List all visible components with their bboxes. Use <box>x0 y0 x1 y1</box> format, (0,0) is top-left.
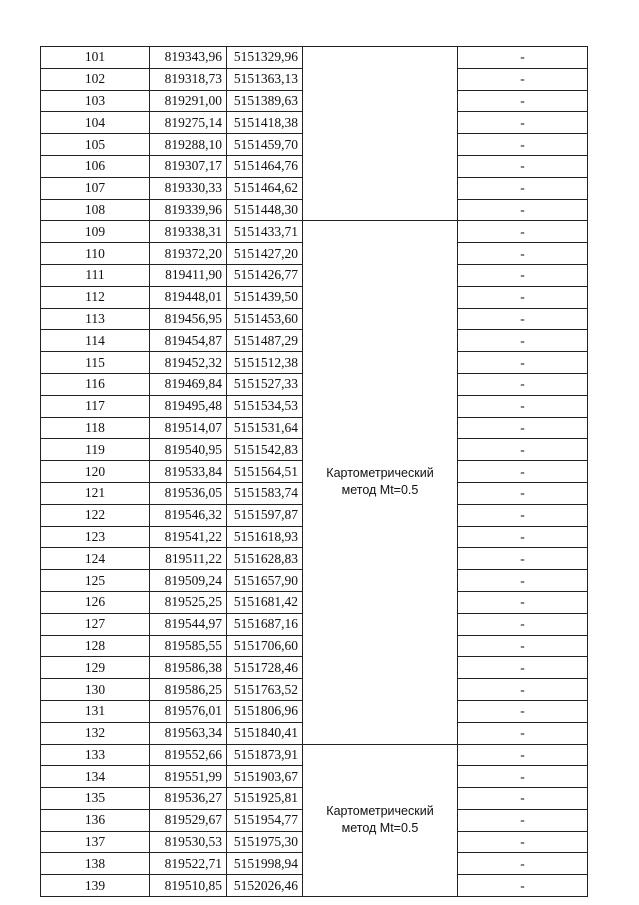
value-cell: - <box>458 221 588 243</box>
x-coordinate-cell: 819541,22 <box>150 526 227 548</box>
y-coordinate-cell: 5151728,46 <box>227 657 303 679</box>
x-coordinate-cell: 819536,05 <box>150 482 227 504</box>
y-coordinate-cell: 5151998,94 <box>227 853 303 875</box>
value-cell: - <box>458 286 588 308</box>
point-number-cell: 127 <box>41 613 150 635</box>
x-coordinate-cell: 819530,53 <box>150 831 227 853</box>
value-cell: - <box>458 199 588 221</box>
x-coordinate-cell: 819586,25 <box>150 679 227 701</box>
x-coordinate-cell: 819275,14 <box>150 112 227 134</box>
point-number-cell: 107 <box>41 177 150 199</box>
method-name: Картометрический <box>326 804 434 819</box>
x-coordinate-cell: 819576,01 <box>150 700 227 722</box>
point-number-cell: 122 <box>41 504 150 526</box>
value-cell: - <box>458 308 588 330</box>
x-coordinate-cell: 819544,97 <box>150 613 227 635</box>
x-coordinate-cell: 819529,67 <box>150 809 227 831</box>
point-number-cell: 114 <box>41 330 150 352</box>
point-number-cell: 111 <box>41 264 150 286</box>
value-cell: - <box>458 417 588 439</box>
x-coordinate-cell: 819452,32 <box>150 352 227 374</box>
x-coordinate-cell: 819522,71 <box>150 853 227 875</box>
y-coordinate-cell: 5151389,63 <box>227 90 303 112</box>
x-coordinate-cell: 819330,33 <box>150 177 227 199</box>
y-coordinate-cell: 5151657,90 <box>227 570 303 592</box>
y-coordinate-cell: 5151975,30 <box>227 831 303 853</box>
method-accuracy: метод Mt=0.5 <box>341 821 419 836</box>
point-number-cell: 139 <box>41 875 150 897</box>
point-number-cell: 119 <box>41 439 150 461</box>
y-coordinate-cell: 5151439,50 <box>227 286 303 308</box>
x-coordinate-cell: 819551,99 <box>150 766 227 788</box>
x-coordinate-cell: 819339,96 <box>150 199 227 221</box>
y-coordinate-cell: 5151618,93 <box>227 526 303 548</box>
point-number-cell: 126 <box>41 591 150 613</box>
point-number-cell: 116 <box>41 373 150 395</box>
value-cell: - <box>458 613 588 635</box>
x-coordinate-cell: 819546,32 <box>150 504 227 526</box>
table-row <box>41 221 588 243</box>
point-number-cell: 133 <box>41 744 150 766</box>
y-coordinate-cell: 5151464,62 <box>227 177 303 199</box>
value-cell: - <box>458 744 588 766</box>
x-coordinate-cell: 819454,87 <box>150 330 227 352</box>
x-coordinate-cell: 819495,48 <box>150 395 227 417</box>
y-coordinate-cell: 5151448,30 <box>227 199 303 221</box>
y-coordinate-cell: 5151329,96 <box>227 47 303 69</box>
y-coordinate-cell: 5151806,96 <box>227 700 303 722</box>
value-cell: - <box>458 47 588 69</box>
value-cell: - <box>458 853 588 875</box>
method-cell <box>303 47 458 221</box>
coordinates-table-body <box>41 47 588 897</box>
y-coordinate-cell: 5151925,81 <box>227 788 303 810</box>
x-coordinate-cell: 819511,22 <box>150 548 227 570</box>
value-cell: - <box>458 766 588 788</box>
point-number-cell: 128 <box>41 635 150 657</box>
y-coordinate-cell: 5151583,74 <box>227 482 303 504</box>
point-number-cell: 110 <box>41 243 150 265</box>
x-coordinate-cell: 819343,96 <box>150 47 227 69</box>
y-coordinate-cell: 5151597,87 <box>227 504 303 526</box>
y-coordinate-cell: 5151487,29 <box>227 330 303 352</box>
value-cell: - <box>458 635 588 657</box>
x-coordinate-cell: 819525,25 <box>150 591 227 613</box>
point-number-cell: 113 <box>41 308 150 330</box>
value-cell: - <box>458 155 588 177</box>
y-coordinate-cell: 5152026,46 <box>227 875 303 897</box>
x-coordinate-cell: 819586,38 <box>150 657 227 679</box>
value-cell: - <box>458 526 588 548</box>
x-coordinate-cell: 819514,07 <box>150 417 227 439</box>
x-coordinate-cell: 819563,34 <box>150 722 227 744</box>
y-coordinate-cell: 5151628,83 <box>227 548 303 570</box>
y-coordinate-cell: 5151427,20 <box>227 243 303 265</box>
point-number-cell: 125 <box>41 570 150 592</box>
value-cell: - <box>458 482 588 504</box>
point-number-cell: 120 <box>41 461 150 483</box>
y-coordinate-cell: 5151527,33 <box>227 373 303 395</box>
x-coordinate-cell: 819540,95 <box>150 439 227 461</box>
point-number-cell: 124 <box>41 548 150 570</box>
point-number-cell: 104 <box>41 112 150 134</box>
value-cell: - <box>458 373 588 395</box>
x-coordinate-cell: 819372,20 <box>150 243 227 265</box>
value-cell: - <box>458 548 588 570</box>
value-cell: - <box>458 68 588 90</box>
point-number-cell: 138 <box>41 853 150 875</box>
value-cell: - <box>458 570 588 592</box>
point-number-cell: 103 <box>41 90 150 112</box>
point-number-cell: 105 <box>41 134 150 156</box>
x-coordinate-cell: 819288,10 <box>150 134 227 156</box>
table-row <box>41 47 588 69</box>
value-cell: - <box>458 809 588 831</box>
method-cell <box>303 744 458 897</box>
y-coordinate-cell: 5151687,16 <box>227 613 303 635</box>
point-number-cell: 102 <box>41 68 150 90</box>
point-number-cell: 117 <box>41 395 150 417</box>
value-cell: - <box>458 177 588 199</box>
y-coordinate-cell: 5151840,41 <box>227 722 303 744</box>
y-coordinate-cell: 5151363,13 <box>227 68 303 90</box>
coordinates-table <box>40 46 588 897</box>
y-coordinate-cell: 5151459,70 <box>227 134 303 156</box>
x-coordinate-cell: 819552,66 <box>150 744 227 766</box>
method-name: Картометрический <box>326 466 434 481</box>
value-cell: - <box>458 352 588 374</box>
point-number-cell: 129 <box>41 657 150 679</box>
point-number-cell: 115 <box>41 352 150 374</box>
y-coordinate-cell: 5151903,67 <box>227 766 303 788</box>
y-coordinate-cell: 5151954,77 <box>227 809 303 831</box>
point-number-cell: 112 <box>41 286 150 308</box>
x-coordinate-cell: 819533,84 <box>150 461 227 483</box>
point-number-cell: 101 <box>41 47 150 69</box>
y-coordinate-cell: 5151453,60 <box>227 308 303 330</box>
method-cell <box>303 221 458 744</box>
point-number-cell: 109 <box>41 221 150 243</box>
x-coordinate-cell: 819456,95 <box>150 308 227 330</box>
value-cell: - <box>458 395 588 417</box>
point-number-cell: 121 <box>41 482 150 504</box>
value-cell: - <box>458 504 588 526</box>
x-coordinate-cell: 819411,90 <box>150 264 227 286</box>
value-cell: - <box>458 679 588 701</box>
point-number-cell: 136 <box>41 809 150 831</box>
x-coordinate-cell: 819307,17 <box>150 155 227 177</box>
point-number-cell: 108 <box>41 199 150 221</box>
y-coordinate-cell: 5151706,60 <box>227 635 303 657</box>
point-number-cell: 137 <box>41 831 150 853</box>
table-row <box>41 744 588 766</box>
y-coordinate-cell: 5151681,42 <box>227 591 303 613</box>
y-coordinate-cell: 5151763,52 <box>227 679 303 701</box>
point-number-cell: 131 <box>41 700 150 722</box>
value-cell: - <box>458 788 588 810</box>
y-coordinate-cell: 5151433,71 <box>227 221 303 243</box>
x-coordinate-cell: 819448,01 <box>150 286 227 308</box>
point-number-cell: 123 <box>41 526 150 548</box>
value-cell: - <box>458 439 588 461</box>
y-coordinate-cell: 5151512,38 <box>227 352 303 374</box>
value-cell: - <box>458 461 588 483</box>
value-cell: - <box>458 112 588 134</box>
x-coordinate-cell: 819509,24 <box>150 570 227 592</box>
value-cell: - <box>458 90 588 112</box>
value-cell: - <box>458 134 588 156</box>
method-accuracy: метод Mt=0.5 <box>341 483 419 498</box>
x-coordinate-cell: 819585,55 <box>150 635 227 657</box>
value-cell: - <box>458 657 588 679</box>
x-coordinate-cell: 819536,27 <box>150 788 227 810</box>
y-coordinate-cell: 5151534,53 <box>227 395 303 417</box>
value-cell: - <box>458 875 588 897</box>
value-cell: - <box>458 722 588 744</box>
x-coordinate-cell: 819510,85 <box>150 875 227 897</box>
value-cell: - <box>458 264 588 286</box>
x-coordinate-cell: 819291,00 <box>150 90 227 112</box>
value-cell: - <box>458 700 588 722</box>
y-coordinate-cell: 5151418,38 <box>227 112 303 134</box>
point-number-cell: 132 <box>41 722 150 744</box>
x-coordinate-cell: 819338,31 <box>150 221 227 243</box>
point-number-cell: 130 <box>41 679 150 701</box>
y-coordinate-cell: 5151542,83 <box>227 439 303 461</box>
value-cell: - <box>458 330 588 352</box>
point-number-cell: 134 <box>41 766 150 788</box>
y-coordinate-cell: 5151564,51 <box>227 461 303 483</box>
value-cell: - <box>458 591 588 613</box>
point-number-cell: 118 <box>41 417 150 439</box>
y-coordinate-cell: 5151531,64 <box>227 417 303 439</box>
y-coordinate-cell: 5151464,76 <box>227 155 303 177</box>
y-coordinate-cell: 5151426,77 <box>227 264 303 286</box>
x-coordinate-cell: 819469,84 <box>150 373 227 395</box>
value-cell: - <box>458 243 588 265</box>
x-coordinate-cell: 819318,73 <box>150 68 227 90</box>
y-coordinate-cell: 5151873,91 <box>227 744 303 766</box>
point-number-cell: 106 <box>41 155 150 177</box>
point-number-cell: 135 <box>41 788 150 810</box>
value-cell: - <box>458 831 588 853</box>
